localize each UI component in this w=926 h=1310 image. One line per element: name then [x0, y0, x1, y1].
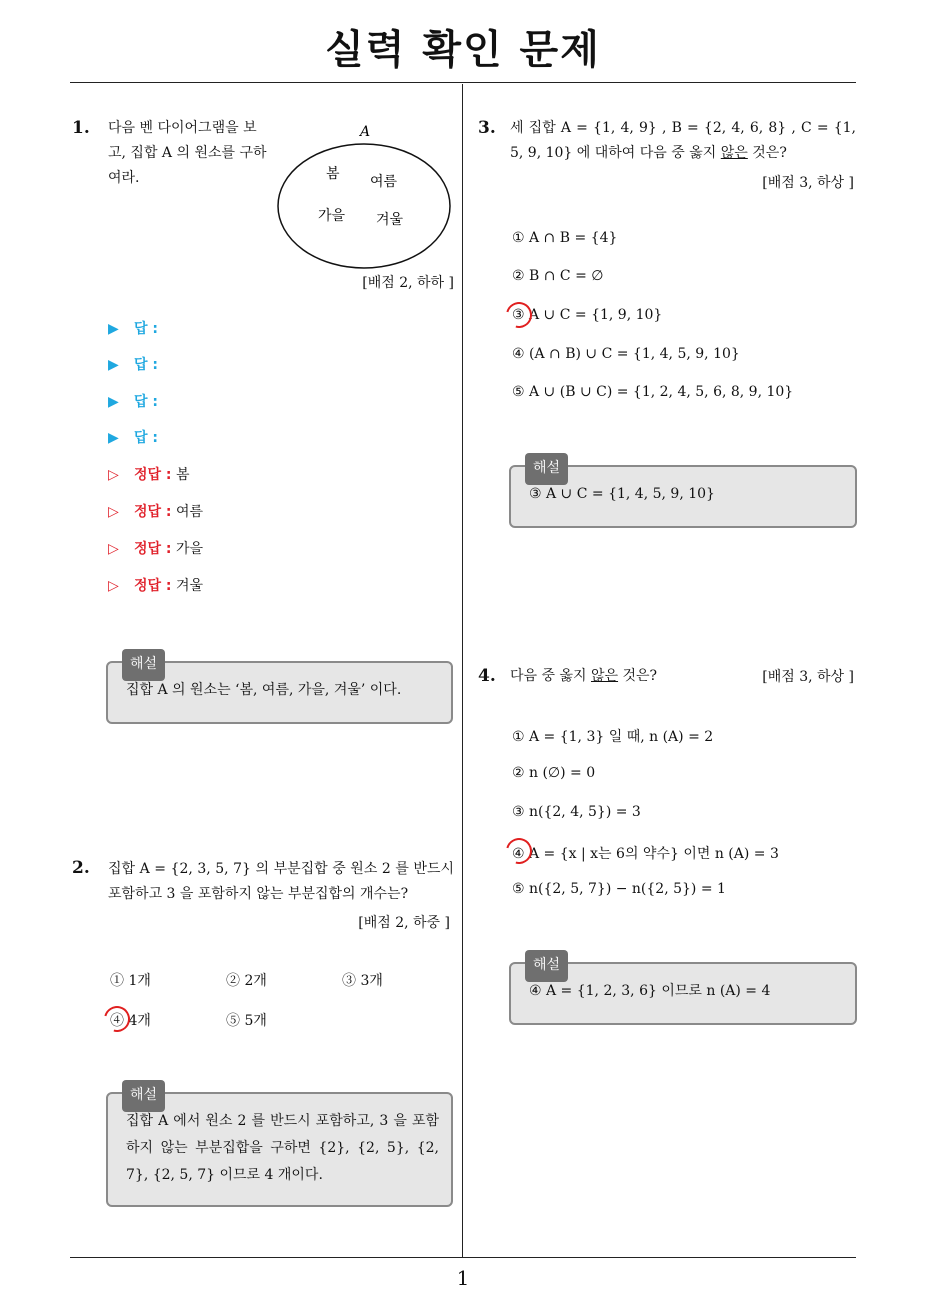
q4-option-5[interactable]: ⑤ n({2, 5, 7}) − n({2, 5}) = 1 [512, 881, 726, 897]
bottom-rule [70, 1257, 856, 1258]
q4-option-1[interactable]: ① A = {1, 3} 일 때, n (A) = 2 [512, 729, 714, 745]
q1-answer-4: ▷ 정답 : 겨울 [108, 578, 204, 594]
q1-score: [배점 2, 하하 ] [362, 275, 454, 291]
q2-selected-mark [99, 1001, 135, 1037]
q3-text: 세 집합 A = {1, 4, 9} , B = {2, 4, 6, 8} , C = {1, 5, 9, 10} 에 대하여 다음 중 옳지 않은 것은? [510, 120, 856, 161]
venn-item-3: 가을 [318, 208, 346, 224]
q2-number: 2. [72, 858, 90, 878]
q2-solution-box [106, 1087, 453, 1207]
q3-option-1[interactable]: ① A ∩ B = {4} [512, 230, 618, 246]
q3-option-5[interactable]: ⑤ A ∪ (B ∪ C) = {1, 2, 4, 5, 6, 8, 9, 10} [512, 384, 794, 400]
q2-text: 집합 A = {2, 3, 5, 7} 의 부분집합 중 원소 2 를 반드시 포함하고 3 을 포함하지 않는 부분집합의 개수는? [108, 861, 454, 902]
q2-option-5[interactable]: ⑤ 5개 [226, 1013, 267, 1029]
q3-number: 3. [478, 118, 496, 138]
q1-blank-4[interactable]: ▶ 답 : [108, 430, 158, 446]
q2-solution-tag: 해설 [122, 1080, 165, 1112]
q3-option-4[interactable]: ④ (A ∩ B) ∪ C = {1, 4, 5, 9, 10} [512, 346, 740, 362]
q1-blank-3[interactable]: ▶ 답 : [108, 394, 158, 410]
q4-option-2[interactable]: ② n (∅) = 0 [512, 765, 596, 781]
q2-option-2[interactable]: ② 2개 [226, 973, 267, 989]
q1-blank-2[interactable]: ▶ 답 : [108, 357, 158, 373]
q3-option-3[interactable]: ③ A ∪ C = {1, 9, 10} [512, 307, 663, 323]
top-rule [70, 82, 856, 83]
q4-number: 4. [478, 666, 496, 686]
q3-solution-text: ③ A ∪ C = {1, 4, 5, 9, 10} [529, 486, 715, 502]
q3-selected-mark [501, 297, 537, 333]
q4-text: 다음 중 옳지 않은 것은? [510, 668, 658, 684]
q2-score: [배점 2, 하중 ] [358, 915, 450, 931]
venn-item-2: 여름 [370, 174, 398, 190]
q4-solution-box [509, 957, 857, 1025]
q1-solution-box [106, 656, 453, 724]
q2-solution-text: 집합 A 에서 원소 2 를 반드시 포함하고, 3 을 포함하지 않는 부분집합을 구하면 {2}, {2, 5}, {2, 7}, {2, 5, 7} 이므로 4 개이다. [126, 1113, 439, 1183]
q2-option-4[interactable]: ④ 4개 [110, 1013, 151, 1029]
q1-answer-1: ▷ 정답 : 봄 [108, 467, 190, 483]
venn-label: A [360, 124, 371, 140]
q4-solution-tag: 해설 [525, 950, 568, 982]
q1-answer-3: ▷ 정답 : 가을 [108, 541, 204, 557]
q3-solution-box [509, 460, 857, 528]
q1-venn-diagram [276, 120, 462, 270]
page-title: 실력 확인 문제 [325, 27, 601, 73]
q4-option-3[interactable]: ③ n({2, 4, 5}) = 3 [512, 804, 641, 820]
venn-ellipse [278, 144, 450, 268]
page-number: 1 [456, 1266, 470, 1290]
column-divider [462, 84, 463, 1258]
q1-text: 다음 벤 다이어그램을 보고, 집합 A 의 원소를 구하여라. [108, 120, 267, 186]
q3-option-2[interactable]: ② B ∩ C = ∅ [512, 268, 604, 284]
q4-selected-mark [501, 833, 537, 869]
q1-solution-text: 집합 A 의 원소는 ‘봄, 여름, 가을, 겨울’ 이다. [126, 682, 402, 698]
venn-item-1: 봄 [326, 166, 340, 182]
venn-item-4: 겨울 [376, 212, 404, 228]
q2-option-1[interactable]: ① 1개 [110, 973, 151, 989]
q4-solution-text: ④ A = {1, 2, 3, 6} 이므로 n (A) = 4 [529, 983, 771, 999]
q1-solution-tag: 해설 [122, 649, 165, 681]
q1-answer-2: ▷ 정답 : 여름 [108, 504, 204, 520]
q3-solution-tag: 해설 [525, 453, 568, 485]
q2-option-3[interactable]: ③ 3개 [342, 973, 383, 989]
q4-option-4[interactable]: ④ A = {x | x는 6의 약수} 이면 n (A) = 3 [512, 846, 779, 862]
q1-number: 1. [72, 118, 90, 138]
q4-score: [배점 3, 하상 ] [762, 669, 854, 685]
q1-blank-1[interactable]: ▶ 답 : [108, 321, 158, 337]
q3-score: [배점 3, 하상 ] [762, 175, 854, 191]
